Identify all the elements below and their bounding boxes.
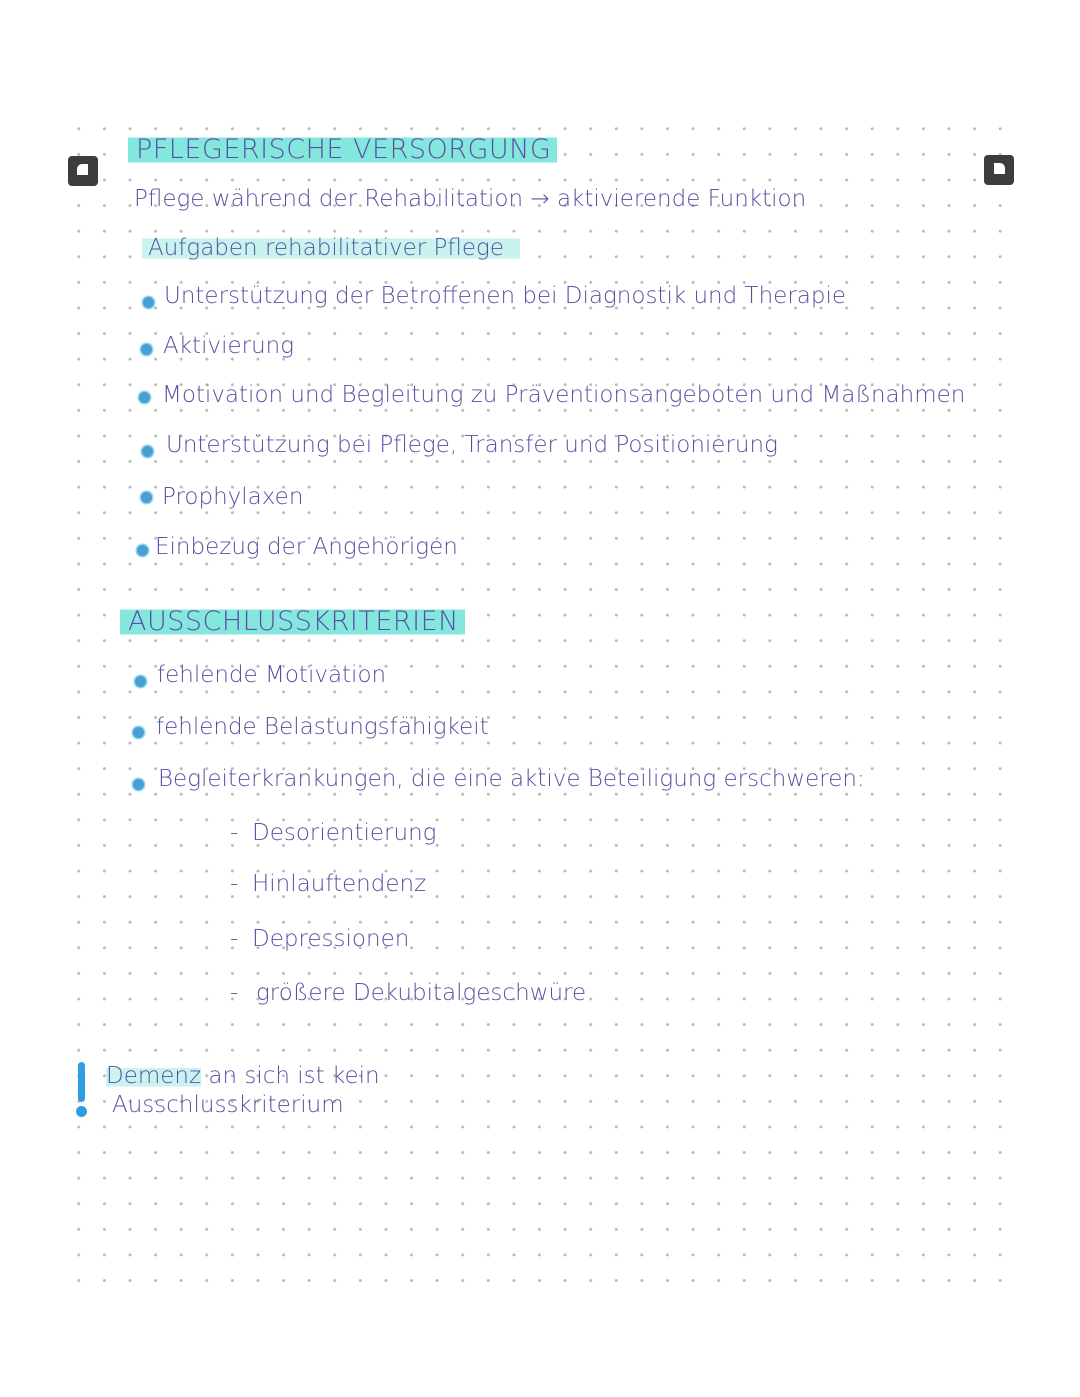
note-line-1-rest: an sich ist kein [208, 1063, 380, 1089]
list-item: Motivation und Begleitung zu Präventionsangeboten und Maßnahmen [162, 382, 966, 408]
dash-marker: - [230, 980, 239, 1006]
dash-marker: - [230, 926, 239, 952]
list-item: Prophylaxen [162, 484, 304, 510]
bullet-dot [135, 676, 146, 687]
bullet-dot [142, 446, 153, 457]
section-heading-pflegerische-versorgung: PFLEGERISCHE VERSORGUNG [128, 134, 557, 165]
dash-marker: - [230, 820, 239, 846]
note-highlight-word: Demenz [106, 1063, 202, 1089]
note-line-2: Ausschlusskriterium [112, 1092, 344, 1118]
section-heading-ausschlusskriterien: AUSSCHLUSSKRITERIEN [120, 606, 465, 637]
intro-line: Pflege während der Rehabilitation → aktivierende Funktion [134, 186, 807, 212]
list-item: fehlende Belastungsfähigkeit [156, 714, 489, 740]
dash-marker: - [230, 871, 239, 897]
sub-list-item: größere Dekubitalgeschwüre [256, 980, 587, 1006]
sub-list-item: Hinlauftendenz [252, 871, 427, 897]
bullet-dot [137, 545, 148, 556]
note-line-1 [106, 1063, 380, 1089]
list-item: Aktivierung [163, 333, 295, 359]
subheading-aufgaben: Aufgaben rehabilitativer Pflege [142, 235, 520, 261]
list-item: Einbezug der Angehörigen [155, 534, 458, 560]
bullet-dot [143, 297, 154, 308]
corner-bracket-icon-right [984, 155, 1014, 185]
list-item: Unterstützung bei Pflege, Transfer und Positionierung [166, 432, 778, 458]
exclamation-icon-dot [76, 1106, 87, 1117]
bullet-dot [141, 344, 152, 355]
sub-list-item: Depressionen [252, 926, 410, 952]
bullet-dot [133, 779, 144, 790]
bullet-dot [141, 492, 152, 503]
list-item: Unterstützung der Betroffenen bei Diagnostik und Therapie [164, 283, 847, 309]
sub-list-item: Desorientierung [252, 820, 437, 846]
list-item: Begleiterkrankungen, die eine aktive Beteiligung erschweren: [158, 766, 865, 792]
list-item: fehlende Motivation [157, 662, 387, 688]
bullet-dot [133, 727, 144, 738]
bullet-dot [139, 392, 150, 403]
corner-bracket-icon-left [68, 156, 98, 186]
exclamation-icon-bar [78, 1062, 85, 1102]
